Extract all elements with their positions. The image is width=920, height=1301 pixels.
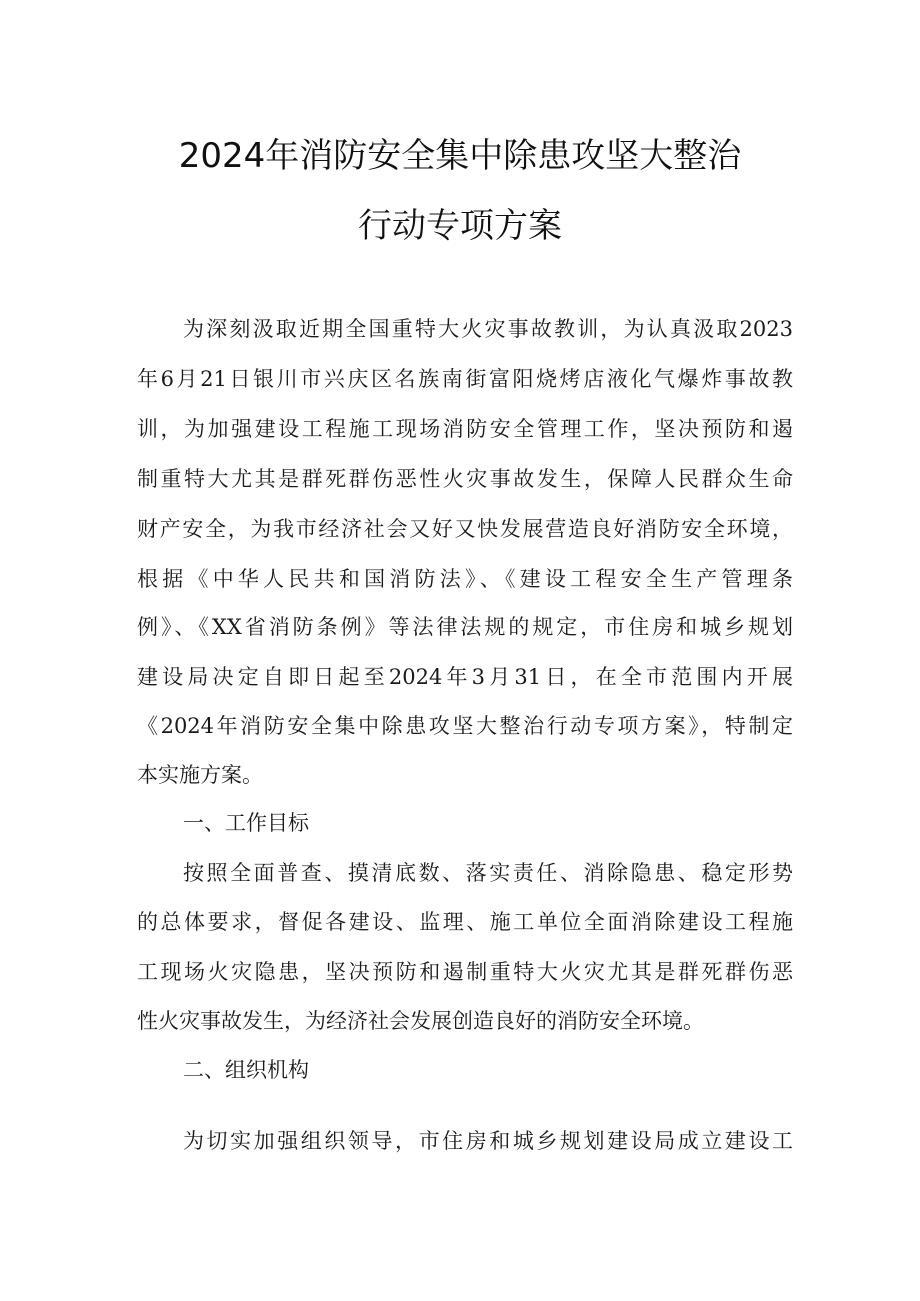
intro-line: 训，为加强建设工程施工现场消防安全管理工作，坚决预防和遏 <box>137 417 793 441</box>
section2-line: 为切实加强组织领导，市住房和城乡规划建设局成立建设工 <box>183 1129 793 1153</box>
section-heading-work-goals: 一、工作目标 <box>183 811 309 835</box>
intro-line: 年6月21日银川市兴庆区名族南街富阳烧烤店液化气爆炸事故教 <box>137 367 793 391</box>
intro-line: 财产安全，为我市经济社会又好又快发展营造良好消防安全环境， <box>137 517 793 541</box>
intro-line: 本实施方案。 <box>137 763 263 787</box>
intro-line: 制重特大尤其是群死群伤恶性火灾事故发生，保障人民群众生命 <box>137 467 793 491</box>
section1-line: 性火灾事故发生，为经济社会发展创造良好的消防安全环境。 <box>137 1009 704 1033</box>
intro-line: 《2024年消防安全集中除患攻坚大整治行动专项方案》，特制定 <box>137 714 793 738</box>
document-title-line-2: 行动专项方案 <box>358 206 562 246</box>
document-title-line-1: 2024年消防安全集中除患攻坚大整治 <box>178 136 742 176</box>
intro-line: 根据《中华人民共和国消防法》、《建设工程安全生产管理条 <box>137 567 793 591</box>
intro-line: 例》、《XX省消防条例》等法律法规的规定，市住房和城乡规划 <box>137 615 793 639</box>
section1-line: 工现场火灾隐患，坚决预防和遏制重特大火灾尤其是群死群伤恶 <box>137 960 793 984</box>
intro-line: 为深刻汲取近期全国重特大火灾事故教训，为认真汲取2023 <box>183 317 793 341</box>
section1-line: 按照全面普查、摸清底数、落实责任、消除隐患、稳定形势 <box>183 861 793 885</box>
intro-line: 建设局决定自即日起至2024年3月31日，在全市范围内开展 <box>137 665 793 689</box>
section1-line: 的总体要求，督促各建设、监理、施工单位全面消除建设工程施 <box>137 910 793 934</box>
section-heading-organization: 二、组织机构 <box>183 1058 309 1082</box>
